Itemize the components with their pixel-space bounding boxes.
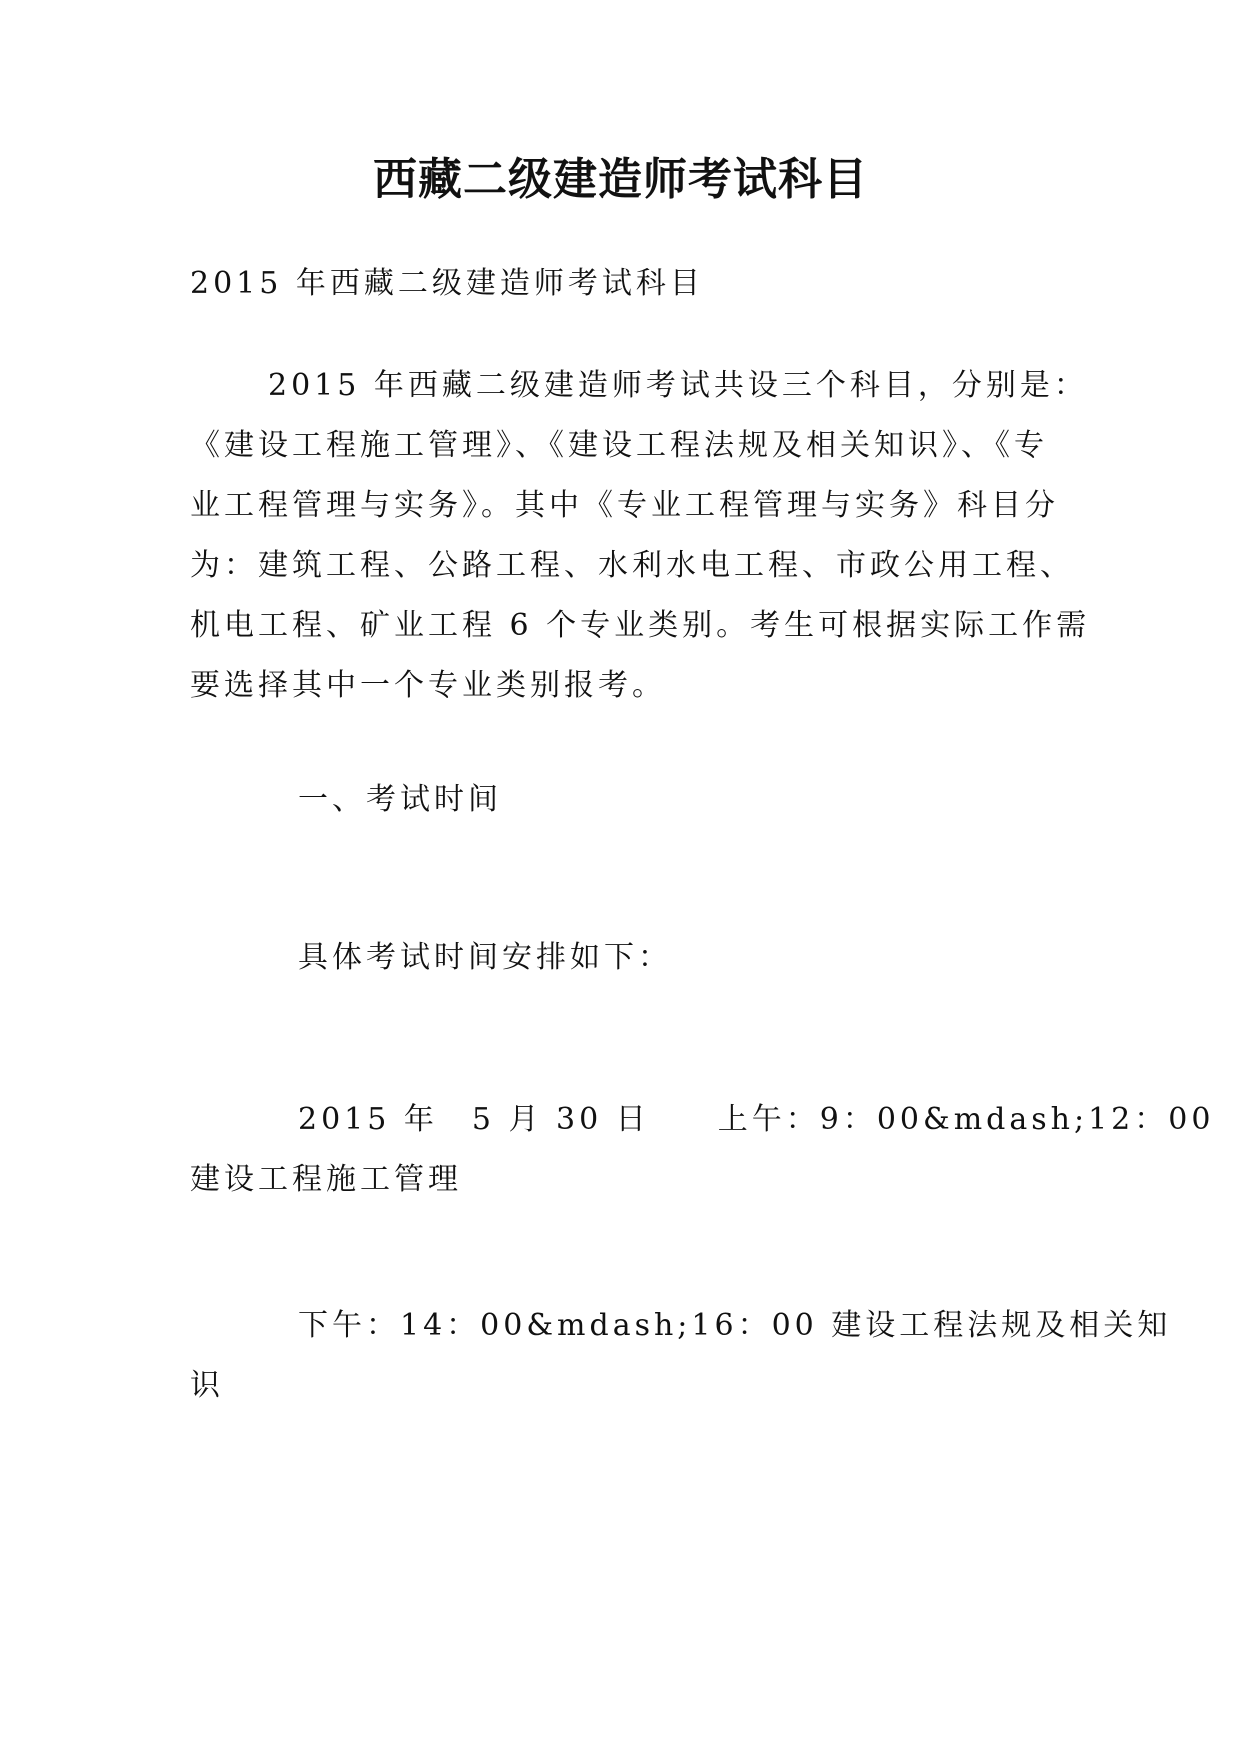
schedule-date-cont: 建设工程施工管理 bbox=[190, 1162, 462, 1197]
section-heading-exam-time: 一、考试时间 bbox=[298, 782, 502, 817]
schedule-pm-cont: 识 bbox=[190, 1368, 224, 1403]
schedule-intro: 具体考试时间安排如下： bbox=[298, 940, 672, 975]
intro-line-6: 要选择其中一个专业类别报考。 bbox=[190, 668, 666, 703]
intro-line-3: 业工程管理与实务》。其中《专业工程管理与实务》科目分 bbox=[190, 488, 1059, 523]
intro-line-5: 机电工程、矿业工程 6 个专业类别。考生可根据实际工作需 bbox=[190, 608, 1091, 643]
intro-line-4: 为：建筑工程、公路工程、水利水电工程、市政公用工程、 bbox=[190, 548, 1074, 583]
intro-paragraph bbox=[190, 356, 1090, 716]
intro-line-2: 《建设工程施工管理》、《建设工程法规及相关知识》、《专 bbox=[190, 428, 1048, 463]
schedule-date-line: 2015 年 5 月 30 日 上午：9：00&mdash;12：00 bbox=[298, 1102, 1215, 1137]
schedule-afternoon bbox=[190, 1296, 1172, 1416]
schedule-morning bbox=[190, 1090, 1215, 1210]
intro-line-1: 2015 年西藏二级建造师考试共设三个科目，分别是： bbox=[268, 368, 1088, 403]
schedule-pm-line: 下午：14：00&mdash;16：00 建设工程法规及相关知 bbox=[298, 1308, 1172, 1343]
document-subtitle: 2015 年西藏二级建造师考试科目 bbox=[190, 266, 704, 301]
document-title: 西藏二级建造师考试科目 bbox=[373, 154, 868, 205]
